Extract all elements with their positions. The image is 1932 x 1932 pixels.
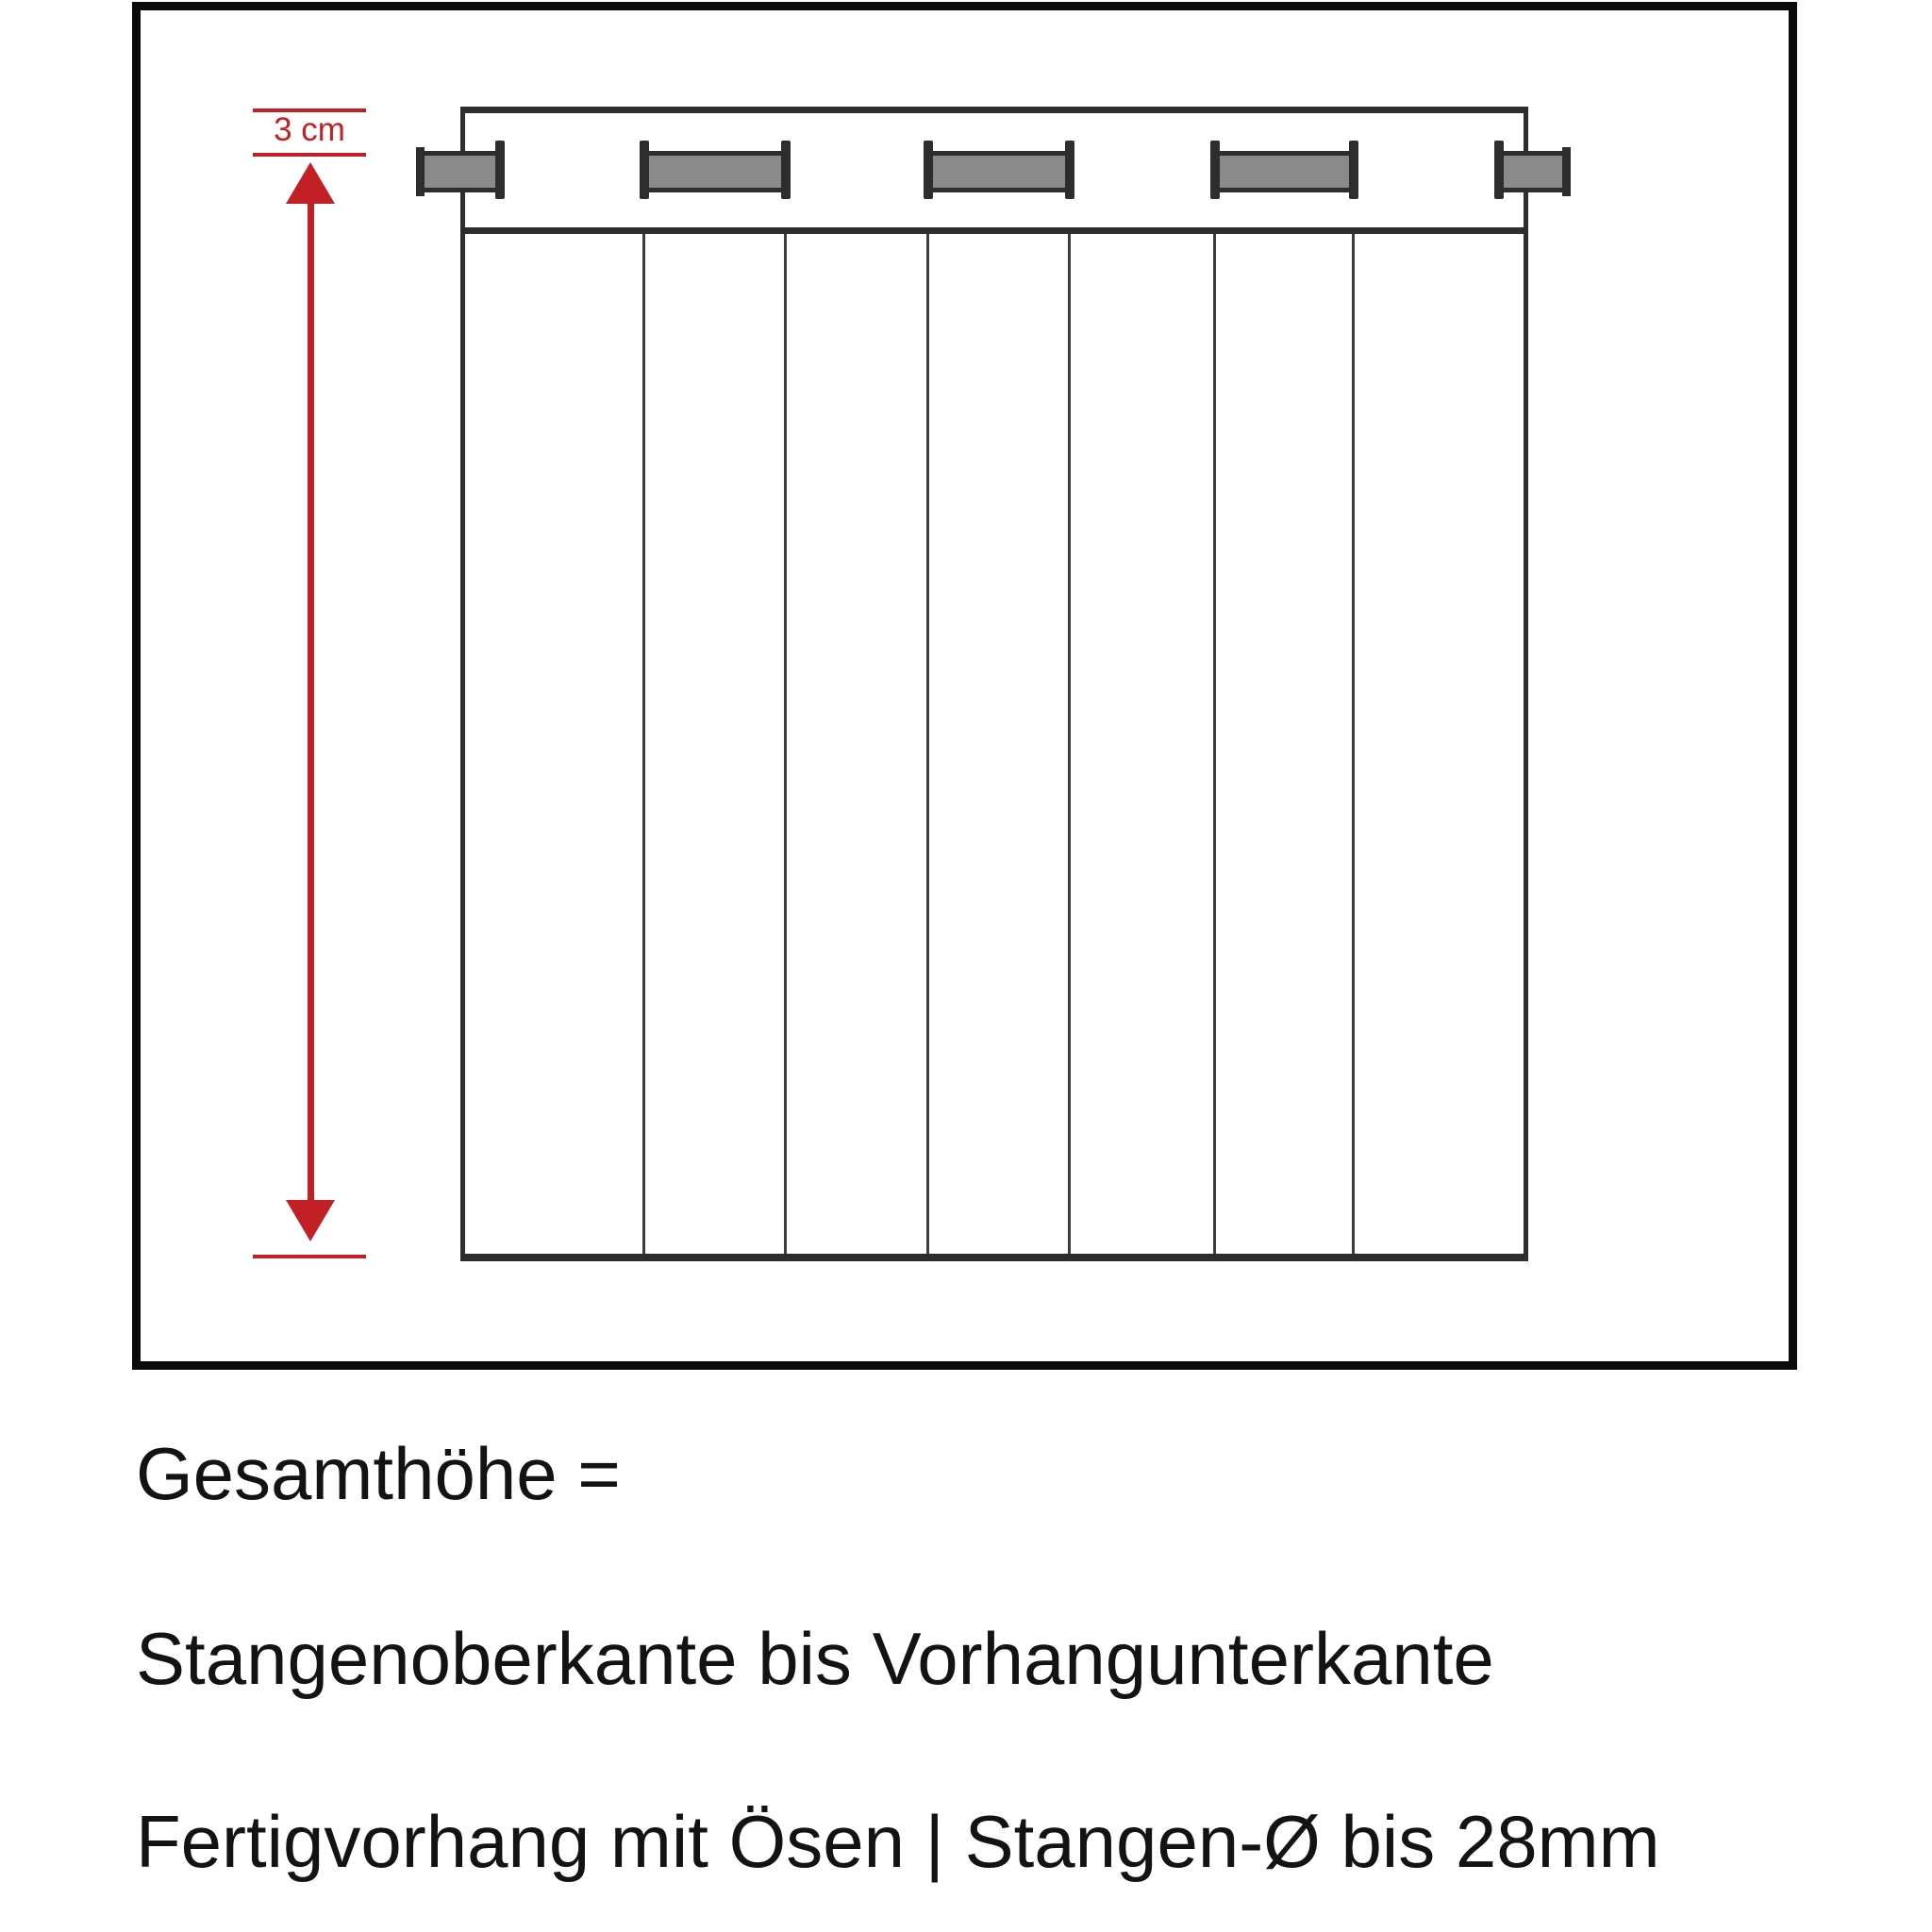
rod-end-cap (1562, 147, 1571, 196)
rod-end-cap (416, 147, 425, 196)
curtain-fold-line (1068, 234, 1071, 1254)
caption-total-height: Gesamthöhe = (136, 1432, 621, 1515)
eyelet-ring-bar (1065, 141, 1074, 199)
caption-product-info: Fertigvorhang mit Ösen | Stangen-Ø bis 28mm (136, 1800, 1660, 1883)
curtain-rod-segment (641, 151, 790, 192)
eyelet-ring-bar (1494, 141, 1504, 199)
measure-rod-top-tick-line (253, 153, 366, 157)
curtain-rod-segment (1211, 151, 1357, 192)
eyelet-ring-bar (640, 141, 649, 199)
curtain-rod-segment (924, 151, 1074, 192)
curtain-fold-line (1352, 234, 1355, 1254)
curtain-body (460, 234, 1528, 1261)
curtain-fold-line (642, 234, 645, 1254)
measurement-arrow-shaft (308, 193, 314, 1206)
eyelet-ring-bar (1210, 141, 1220, 199)
curtain-fold-line (784, 234, 787, 1254)
eyelet-ring-bar (1349, 141, 1358, 199)
eyelet-ring-bar (495, 141, 505, 199)
measure-bottom-tick-line (253, 1255, 366, 1258)
measure-offset-label: 3 cm (274, 111, 345, 148)
curtain-fold-line (1213, 234, 1216, 1254)
caption-measure-definition: Stangenoberkante bis Vorhangunterkante (136, 1617, 1494, 1700)
eyelet-ring-bar (781, 141, 791, 199)
curtain-rod-segment (418, 151, 504, 192)
eyelet-ring-bar (924, 141, 933, 199)
arrow-down-icon (286, 1200, 335, 1241)
curtain-rod-segment (1495, 151, 1571, 192)
curtain-fold-line (926, 234, 929, 1254)
